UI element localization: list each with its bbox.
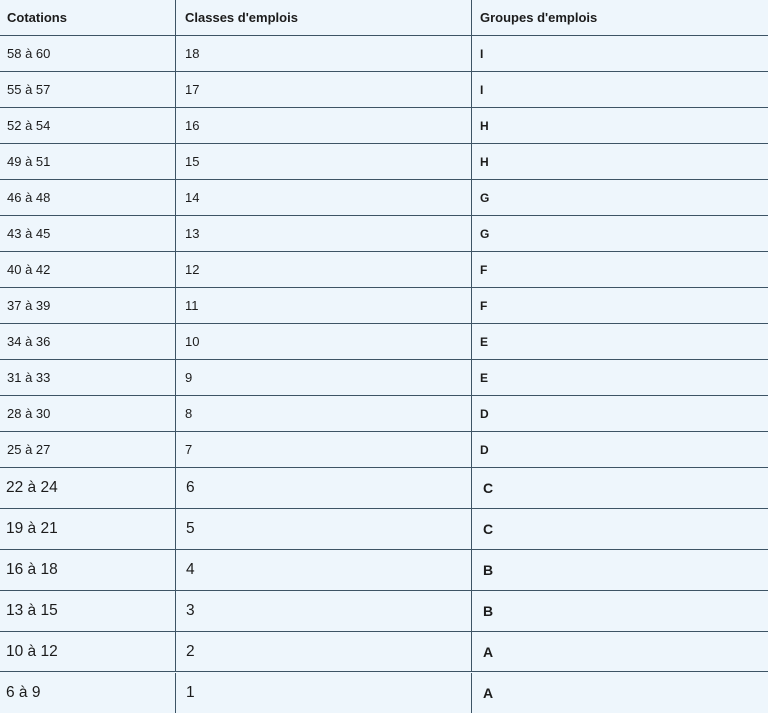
cell-groupe-emploi: F — [472, 288, 768, 323]
cell-groupe-emploi: G — [472, 216, 768, 251]
table-row — [0, 324, 768, 360]
table-row — [0, 216, 768, 252]
cell-cotations: 55 à 57 — [0, 72, 176, 107]
cell-groupe-emploi: D — [472, 432, 768, 467]
cell-classe-emploi: 11 — [176, 288, 472, 323]
cell-groupe-emploi: E — [472, 324, 768, 359]
cell-cotations: 43 à 45 — [0, 216, 176, 251]
table-row — [0, 509, 768, 550]
cell-groupe-emploi: A — [472, 673, 768, 713]
table-row — [0, 180, 768, 216]
table-row — [0, 252, 768, 288]
cell-groupe-emploi: G — [472, 180, 768, 215]
cell-classe-emploi: 12 — [176, 252, 472, 287]
table-row — [0, 673, 768, 713]
header-groupes-emplois: Groupes d'emplois — [472, 0, 768, 35]
cell-classe-emploi: 17 — [176, 72, 472, 107]
cell-groupe-emploi: B — [472, 591, 768, 631]
table-row — [0, 432, 768, 468]
table-row — [0, 468, 768, 509]
cell-classe-emploi: 2 — [176, 632, 472, 672]
cell-groupe-emploi: F — [472, 252, 768, 287]
cell-groupe-emploi: C — [472, 509, 768, 549]
cell-cotations: 6 à 9 — [0, 673, 176, 713]
cell-groupe-emploi: I — [472, 72, 768, 107]
table-row — [0, 360, 768, 396]
cell-classe-emploi: 5 — [176, 509, 472, 549]
table-row — [0, 632, 768, 673]
cell-cotations: 46 à 48 — [0, 180, 176, 215]
table-row — [0, 396, 768, 432]
cell-classe-emploi: 14 — [176, 180, 472, 215]
header-cotations: Cotations — [0, 0, 176, 35]
cell-cotations: 31 à 33 — [0, 360, 176, 395]
cell-classe-emploi: 9 — [176, 360, 472, 395]
cell-groupe-emploi: I — [472, 36, 768, 71]
cell-cotations: 25 à 27 — [0, 432, 176, 467]
table-row — [0, 288, 768, 324]
cell-groupe-emploi: D — [472, 396, 768, 431]
cell-cotations: 40 à 42 — [0, 252, 176, 287]
cell-classe-emploi: 16 — [176, 108, 472, 143]
cell-classe-emploi: 3 — [176, 591, 472, 631]
cell-groupe-emploi: H — [472, 108, 768, 143]
cell-cotations: 58 à 60 — [0, 36, 176, 71]
cell-cotations: 49 à 51 — [0, 144, 176, 179]
cell-classe-emploi: 6 — [176, 468, 472, 508]
cell-classe-emploi: 1 — [176, 673, 472, 713]
table-row — [0, 72, 768, 108]
cell-groupe-emploi: H — [472, 144, 768, 179]
table-row — [0, 550, 768, 591]
cell-classe-emploi: 8 — [176, 396, 472, 431]
cell-cotations: 16 à 18 — [0, 550, 176, 590]
cell-classe-emploi: 15 — [176, 144, 472, 179]
cell-classe-emploi: 10 — [176, 324, 472, 359]
cell-cotations: 19 à 21 — [0, 509, 176, 549]
table-row — [0, 108, 768, 144]
cell-groupe-emploi: E — [472, 360, 768, 395]
table-row — [0, 591, 768, 632]
cell-groupe-emploi: A — [472, 632, 768, 672]
header-classes-emplois: Classes d'emplois — [176, 0, 472, 35]
table-row — [0, 144, 768, 180]
cell-cotations: 22 à 24 — [0, 468, 176, 508]
table-row — [0, 36, 768, 72]
cell-cotations: 34 à 36 — [0, 324, 176, 359]
cell-classe-emploi: 4 — [176, 550, 472, 590]
cell-cotations: 10 à 12 — [0, 632, 176, 672]
cell-cotations: 28 à 30 — [0, 396, 176, 431]
cell-classe-emploi: 7 — [176, 432, 472, 467]
cell-groupe-emploi: C — [472, 468, 768, 508]
cell-cotations: 13 à 15 — [0, 591, 176, 631]
table-header-row — [0, 0, 768, 36]
cell-cotations: 37 à 39 — [0, 288, 176, 323]
cell-groupe-emploi: B — [472, 550, 768, 590]
cell-cotations: 52 à 54 — [0, 108, 176, 143]
cell-classe-emploi: 13 — [176, 216, 472, 251]
cell-classe-emploi: 18 — [176, 36, 472, 71]
